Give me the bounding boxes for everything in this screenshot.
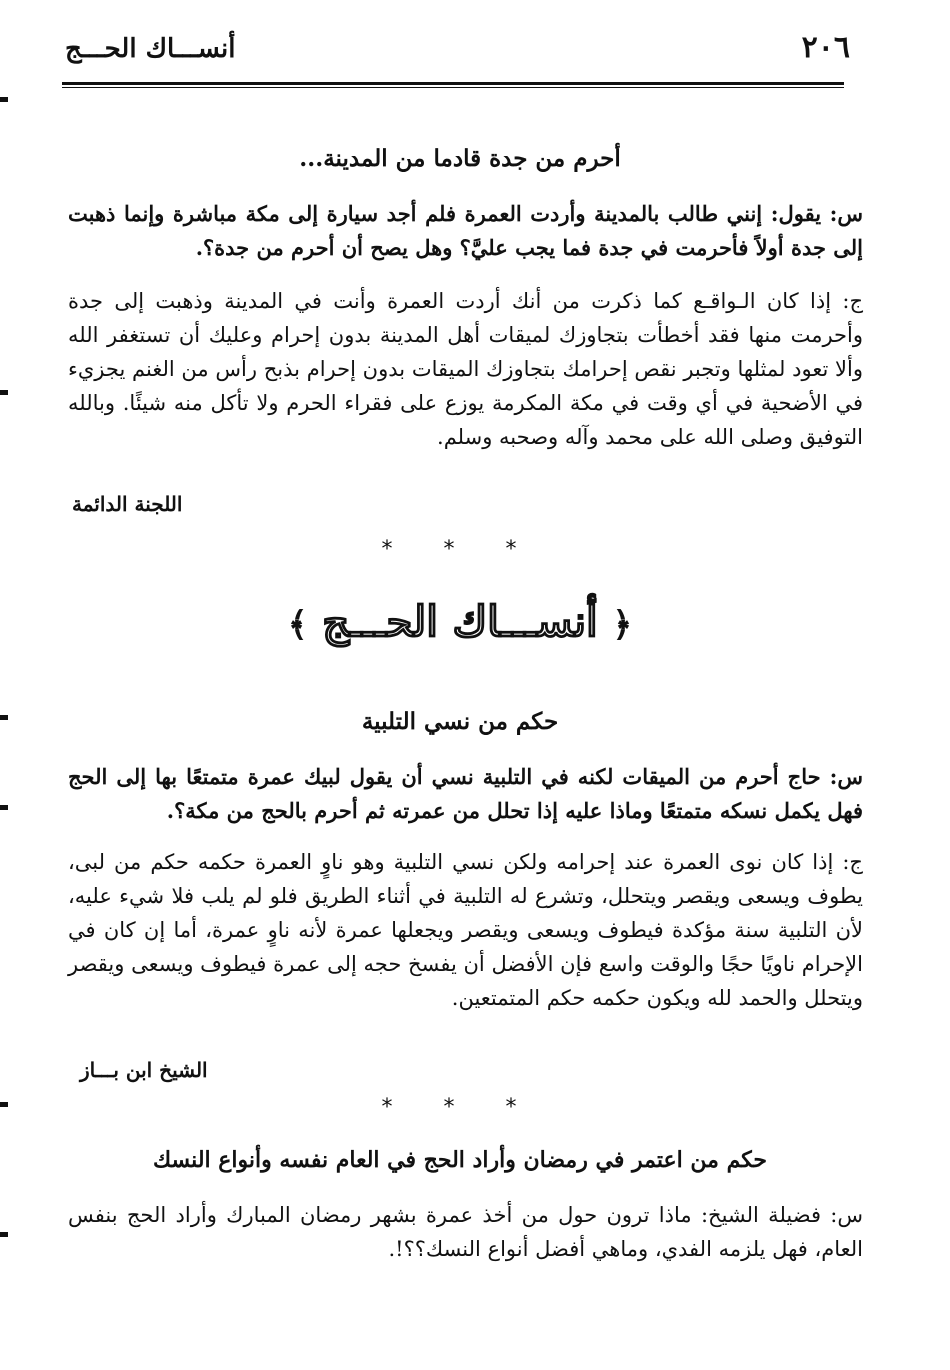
answer-paragraph: ج: إذا كان الـواقـع كما ذكرت من أنك أردت العمرة وأنت في المدينة وذهبت إلى جدة وأحرمت منها فقد أخطأت بتجاوزك لميقات أهل المدينة بدون إحرام وعليك أن تستغفر الله وألا تعود لمثلها وتجبر نقص إحرامك بتجاوزك الميقات بدون إحرام بذبح رأس من الغنم يجزيء في الأضحية في أي وقت في مكة المكرمة يوزع على فقراء الحرم ولا تأكل منه شيئًا. وبالله التوفيق وصلى الله على محمد وآله وصحبه وسلم. — [68, 289, 863, 449]
section-title — [70, 597, 850, 646]
margin-mark — [0, 1232, 8, 1237]
separator: * * * — [381, 537, 539, 562]
header-rule — [62, 82, 844, 85]
article-title: أحرم من جدة قادما من المدينة... — [299, 145, 621, 172]
margin-mark — [0, 390, 8, 395]
signature: اللجنة الدائمة — [72, 492, 183, 516]
question-paragraph — [68, 197, 863, 265]
margin-mark — [0, 97, 8, 102]
margin-mark — [0, 1102, 8, 1107]
margin-mark — [0, 715, 8, 720]
margin-mark — [0, 805, 8, 810]
header-rule-thin — [62, 87, 844, 88]
question-paragraph — [68, 760, 863, 828]
question-text: س: يقول: إنني طالب بالمدينة وأردت العمرة فلم أجد سيارة إلى مكة مباشرة وإنما ذهبت إلى جدة أولاً فأحرمت في جدة فما يجب عليَّ؟ وهل يصح أن أحرم من جدة؟. — [68, 201, 863, 260]
signature: الشيخ ابن بـــاز — [80, 1058, 208, 1082]
article-title: حكم من اعتمر في رمضان وأراد الحج في العام نفسه وأنواع النسك — [153, 1147, 767, 1173]
article-title: حكم من نسي التلبية — [361, 708, 559, 735]
question-paragraph: س: فضيلة الشيخ: ماذا ترون حول من أخذ عمرة بشهر رمضان المبارك وأراد الحج بنفس العام، فهل يلزمه الفدي، وماهي أفضل أنواع النسك؟؟!. — [68, 1203, 863, 1261]
page-number: ٢٠٦ — [801, 30, 850, 65]
ornament-bracket-right: ﴿ — [612, 605, 633, 645]
section-title-text: أنســـاك الحـــج — [322, 597, 598, 646]
answer-paragraph: ج: إذا كان نوى العمرة عند إحرامه ولكن نسي التلبية وهو ناوٍ العمرة حكمه حكم من لبى، يطوف ويسعى ويقصر ويتحلل، وتشرع له التلبية في أثناء الطريق فلو لم يلب فلا شيء عليه، لأن التلبية سنة مؤكدة فيطوف ويسعى ويقصر ويجعلها عمرة لأنه ناوٍ عمرة، أما إن كان في الإحرام ناويًا حجًا والوقت واسع فإن الأفضل أن يفسخ حجه إلى عمرة فيطوف ويسعى ويقصر ويتحلل والحمد لله ويكون حكمه حكم المتمتعين. — [68, 850, 863, 1010]
running-header-title: أنســـاك الحـــج — [65, 34, 236, 64]
ornament-bracket-left: ﴾ — [287, 605, 308, 645]
separator: * * * — [381, 1095, 539, 1120]
question-text: س: حاج أحرم من الميقات لكنه في التلبية نسي أن يقول لبيك عمرة متمتعًا بها إلى الحج فهل يكمل نسكه متمتعًا وماذا عليه إذا تحلل من عمرته ثم أحرم بالحج من مكة؟. — [68, 764, 863, 823]
